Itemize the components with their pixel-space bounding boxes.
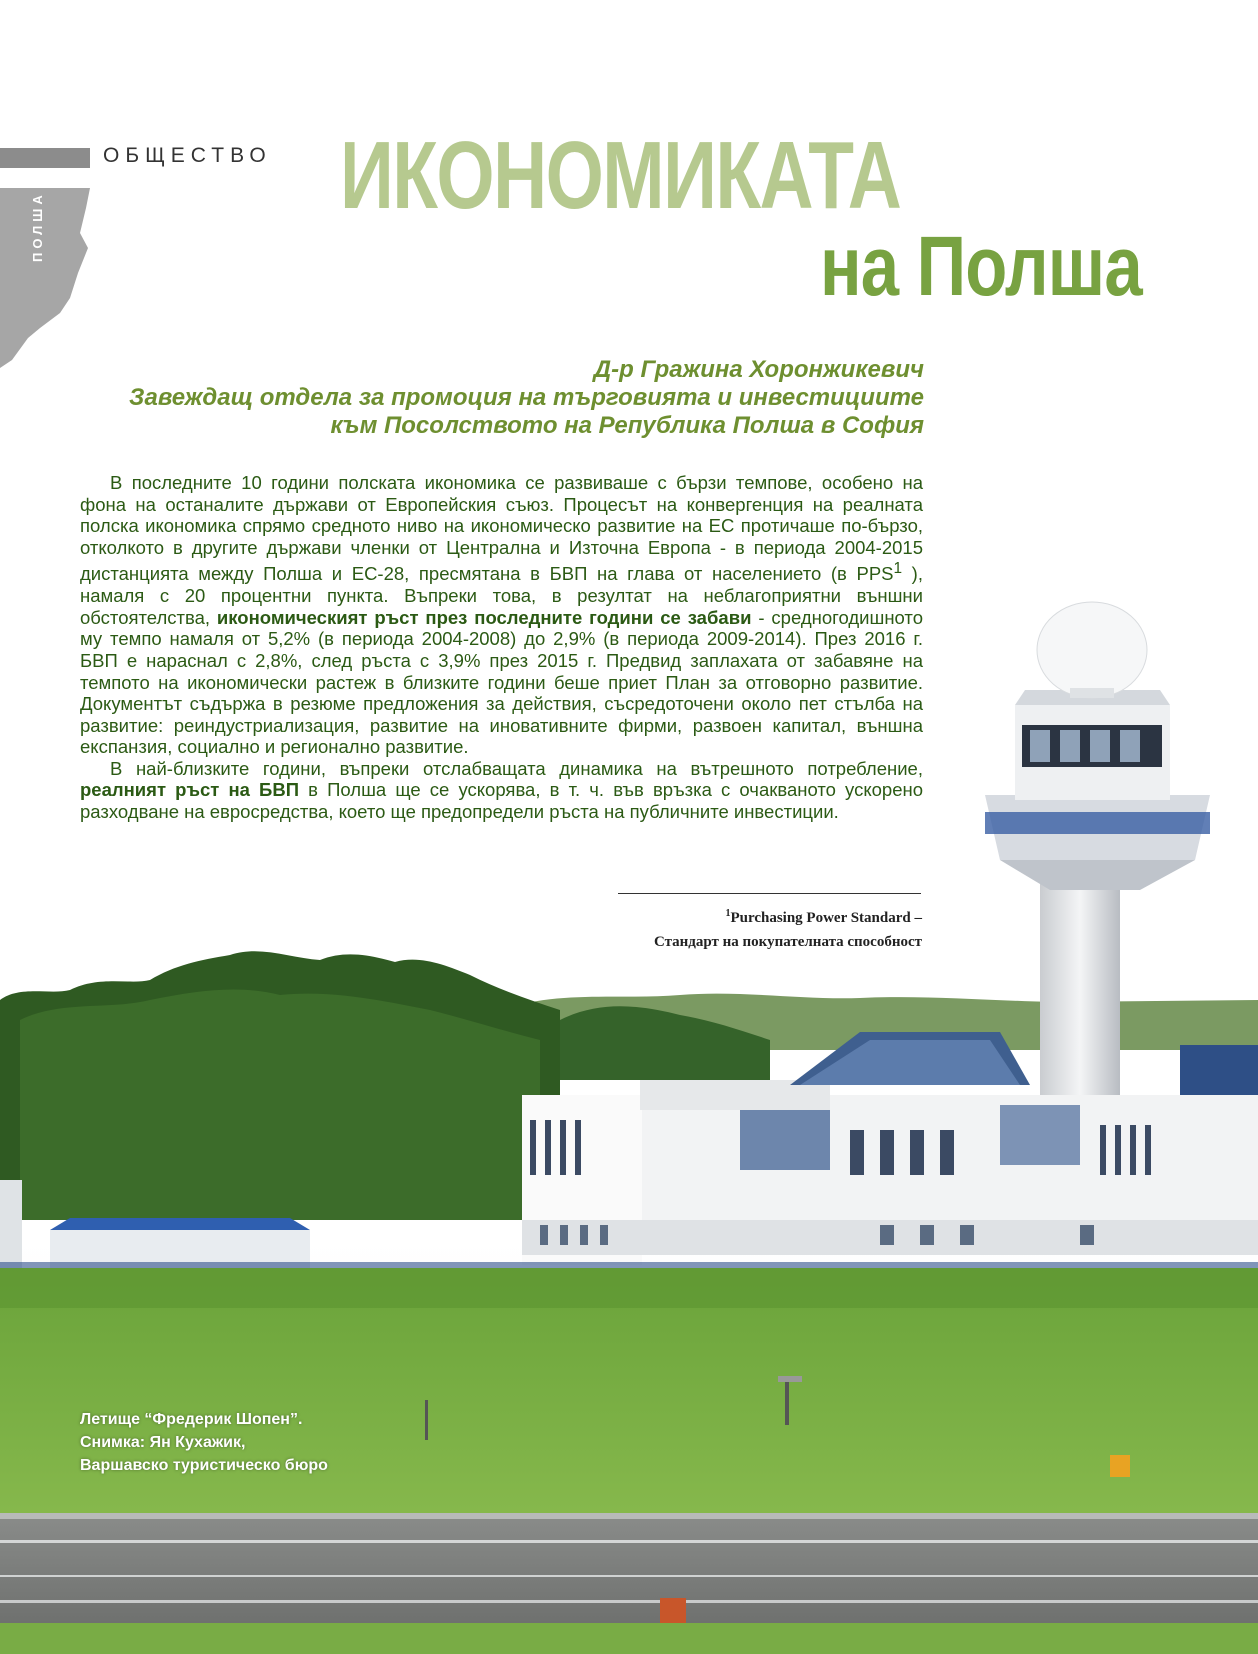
caption-line1: Летище “Фредерик Шопен”. xyxy=(80,1411,303,1428)
author-role-line2: към Посолството на Република Полша в София xyxy=(330,412,924,439)
side-label: ПОЛША xyxy=(30,191,45,262)
section-bar xyxy=(0,148,90,168)
author-role-line1: Завеждащ отдела за промоция на търговията и инвестициите xyxy=(129,384,924,411)
photo-caption xyxy=(80,1408,328,1477)
author-name: Д-р Гражина Хоронжикевич xyxy=(593,356,924,383)
paragraph-1 xyxy=(80,472,923,758)
p2-text-1: В най-близките години, въпреки отслабващата динамика на вътрешното потребление, xyxy=(110,757,923,779)
footnote-line2: Стандарт на покупателната способност xyxy=(653,934,922,950)
side-label-wrap xyxy=(30,191,50,332)
article-body xyxy=(80,472,923,823)
page-title-line1: ИКОНОМИКАТА xyxy=(340,122,901,229)
caption-line2: Снимка: Ян Кухажик, xyxy=(80,1434,246,1451)
footnote-ref: 1 xyxy=(893,560,903,578)
footnote xyxy=(560,902,922,954)
paragraph-2 xyxy=(80,758,923,823)
section-label: ОБЩЕСТВО xyxy=(103,144,272,167)
footnote-marker: 1 xyxy=(725,908,731,919)
p1-text-2: ), намаля с 20 процентни пункта. Въпреки това, в резултат на неблагоприятни външни обстоятелства, xyxy=(80,563,923,628)
footnote-line1: Purchasing Power Standard – xyxy=(730,910,922,926)
page-title-line2: на Полша xyxy=(820,219,1142,313)
caption-line3: Варшавско туристическо бюро xyxy=(80,1457,328,1474)
p2-bold: реалният ръст на БВП xyxy=(80,779,299,801)
p1-text-1: В последните 10 години полската икономика се развиваше с бързи темпове, особено на фона на останалите държави от Европейския съюз. Процесът на конвергенция на реалната полска икономика спрямо средното ниво на икономическо развитие на ЕС протичаше по-бързо, отколкото в другите държави членки от Централна и Източна Европа - в периода 2004-2015 дистанцията между Полша и ЕС-28, пресмятана в БВП на глава от населението (в PPS xyxy=(80,472,923,585)
author-block xyxy=(64,356,924,440)
p2-text-2: в Полша ще се ускорява, в т. ч. във връзка с очакваното ускорено разходване на евросредства, което ще предопредели ръста на публичните инвестиции. xyxy=(80,779,923,823)
p1-text-3: - средногодишното му темпо намаля от 5,2% (в периода 2004-2008) до 2,9% (в периода 2009-2014). През 2016 г. БВП е нараснал с 2,8%, след ръста с 3,9% през 2015 г. Предвид заплахата от забавяне на темпото на икономически растеж в близките години беше приет План за отговорно развитие. Документът съдържа в резюме предложения за действия, съсредоточени около пет стълба на развитие: реиндустриализация, развитие на иновативните фирми, развоен капитал, външна експанзия, социално и регионално развитие. xyxy=(80,606,923,758)
footnote-divider xyxy=(618,893,921,894)
p1-bold: икономическият ръст през последните години се забави xyxy=(216,606,752,628)
